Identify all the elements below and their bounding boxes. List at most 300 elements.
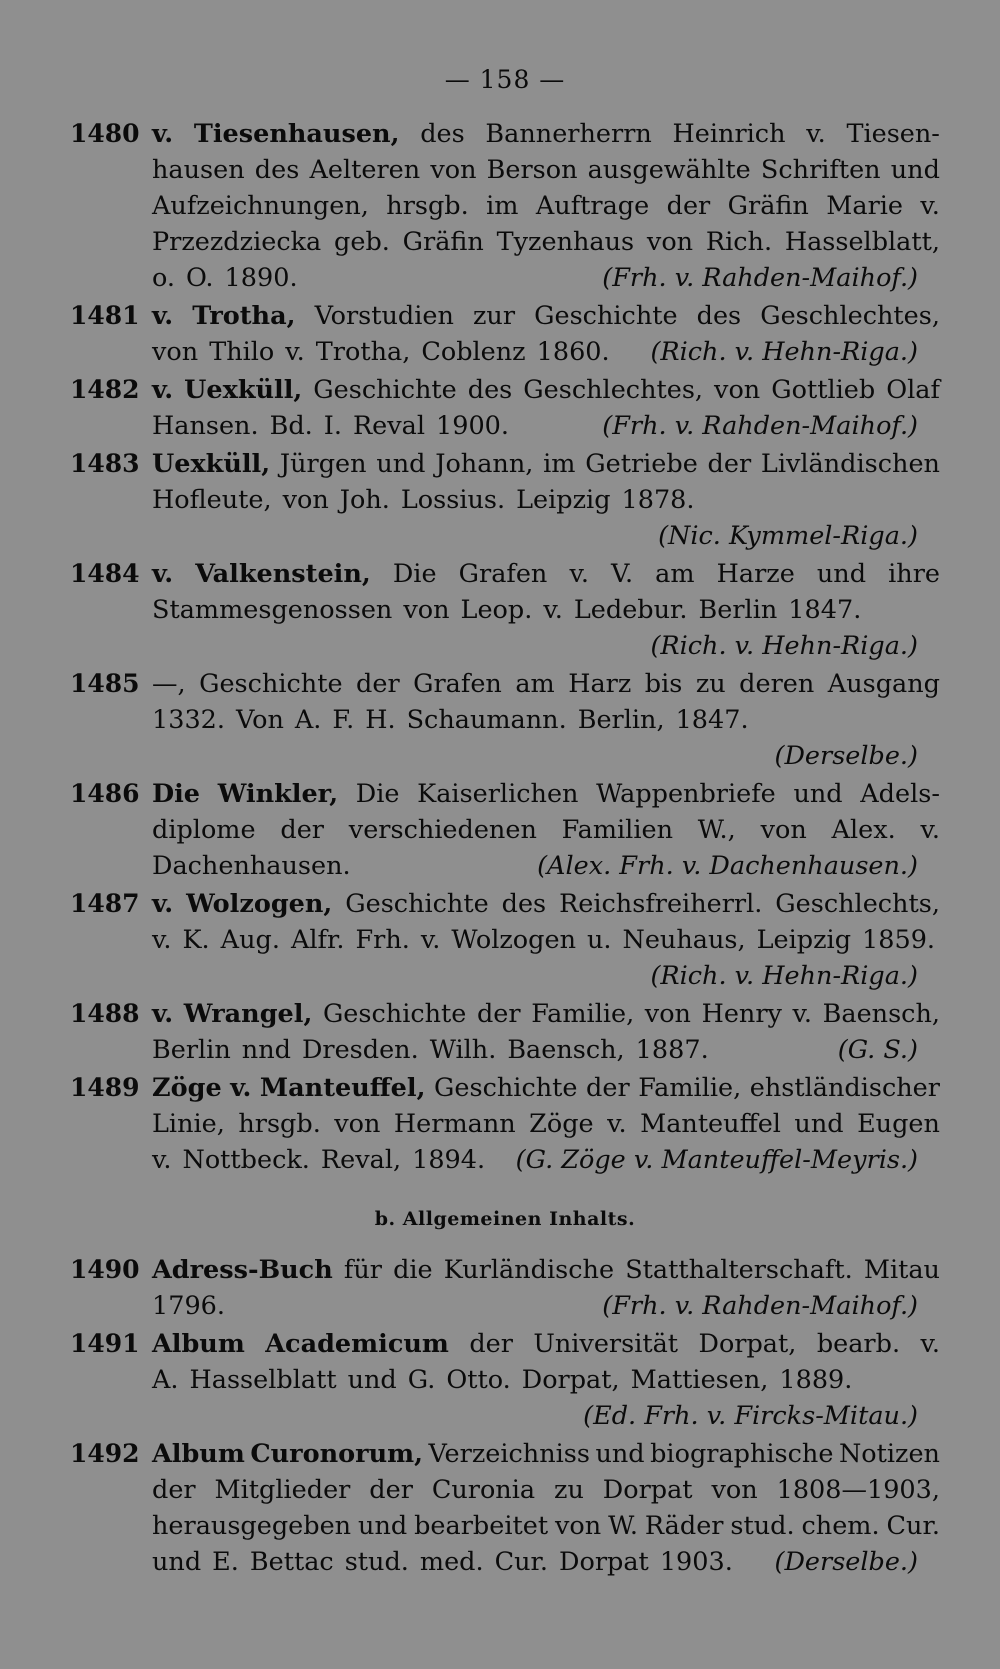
entry-word: zur — [473, 301, 516, 331]
entry-word: Przezdziecka — [152, 227, 322, 257]
entry-word: 1796. — [152, 1291, 226, 1321]
entry-line — [152, 1070, 940, 1106]
entry-word: Stammesgenossen — [152, 595, 393, 625]
entry-heading-word: Wolzogen, — [186, 889, 333, 919]
entry-word: Bd. — [269, 411, 313, 441]
entry-word: 1847. — [788, 595, 862, 625]
entry-line — [152, 1362, 940, 1398]
entry-word: Gräfin — [402, 227, 484, 257]
entry-word: bearb. — [816, 1329, 901, 1359]
entry-word: Universität — [533, 1329, 679, 1359]
entry-word: v. — [920, 191, 940, 221]
entry-word: Geschichte — [534, 301, 678, 331]
entry-line — [152, 1544, 940, 1580]
provenance: (Rich. v. Hehn-Riga.) — [650, 337, 918, 367]
entry-word: verschiedenen — [348, 815, 537, 845]
entry-word: des — [501, 889, 547, 919]
entry-word: Harze — [716, 559, 795, 589]
entry-number: 1483 — [70, 449, 140, 478]
entry-word: 1900. — [436, 411, 510, 441]
entry-heading-word: Adress-Buch — [152, 1255, 333, 1285]
entry-word: —, — [152, 669, 186, 699]
entry-word: Tyzenhaus — [496, 227, 635, 257]
entry-word: Kaiserlichen — [417, 779, 579, 809]
entry-word: Gottlieb — [771, 375, 876, 405]
entry-word: zu — [695, 669, 726, 699]
entry-word: Baensch, — [507, 1035, 625, 1065]
entry-word: Geschichte — [322, 999, 467, 1029]
entry-number: 1485 — [70, 669, 140, 698]
entry-word: Eugen — [857, 1109, 940, 1139]
entry-word: 1894. — [412, 1145, 486, 1175]
provenance: (Nic. Kymmel-Riga.) — [658, 521, 918, 551]
entry-number: 1481 — [70, 301, 140, 330]
entry-line — [152, 1252, 940, 1288]
entry-word: Thilo — [209, 337, 275, 367]
entry-word: I. — [323, 411, 342, 441]
entry-word: Berlin, — [577, 705, 665, 735]
entry-number: 1488 — [70, 999, 140, 1028]
entry-word: herausgegeben — [152, 1511, 352, 1541]
entry-word: Dorpat — [559, 1547, 649, 1577]
entry-word: Tiesen- — [846, 119, 940, 149]
entry-word: für — [343, 1255, 382, 1285]
entry-heading-word: Wrangel, — [183, 999, 313, 1029]
catalog-entry — [70, 1436, 940, 1580]
entry-word: Harz — [568, 669, 632, 699]
entry-word: Hofleute, — [152, 485, 272, 515]
entry-word: Auftrage — [535, 191, 650, 221]
entry-heading-word: v. — [152, 999, 174, 1029]
entry-word: Geschlechts, — [775, 889, 940, 919]
entry-word: stud. — [344, 1547, 409, 1577]
entry-word: deren — [739, 669, 815, 699]
entry-word: Hasselblatt, — [784, 227, 940, 257]
entry-word: geb. — [334, 227, 390, 257]
entry-line — [152, 334, 940, 370]
catalog-entry — [70, 298, 940, 370]
entry-word: Jürgen — [279, 449, 367, 479]
entry-word: Mitau — [863, 1255, 940, 1285]
entry-word: Reval — [352, 411, 425, 441]
entry-word: v. — [806, 119, 826, 149]
entry-word: der — [707, 449, 752, 479]
catalog-entry — [70, 1070, 940, 1178]
entry-word: Wolzogen — [451, 925, 576, 955]
entry-word: des — [420, 119, 465, 149]
entry-line — [152, 886, 940, 922]
entry-word: der — [280, 815, 324, 845]
entry-word: Geschlechtes, — [523, 375, 704, 405]
entry-word: hrsgb. — [386, 191, 469, 221]
entry-word: im — [543, 449, 576, 479]
entry-word: Ausgang — [827, 669, 940, 699]
entry-word: E. — [212, 1547, 239, 1577]
entry-word: Dorpat, — [698, 1329, 797, 1359]
entry-word: Linie, — [152, 1109, 225, 1139]
entry-word: Familien — [561, 815, 673, 845]
provenance: (Derselbe.) — [774, 1547, 918, 1577]
entry-word: Aug. — [220, 925, 280, 955]
entry-word: chem. — [801, 1511, 880, 1541]
entry-word: 1859. — [862, 925, 936, 955]
entry-word: Alfr. — [290, 925, 345, 955]
entry-word: Hermann — [393, 1109, 516, 1139]
entry-word: Hasselblatt — [189, 1365, 337, 1395]
entry-number: 1487 — [70, 889, 140, 918]
entry-word: der — [469, 1329, 513, 1359]
entry-heading-word: Curonorum, — [250, 1439, 423, 1469]
provenance: (Frh. v. Rahden-Maihof.) — [602, 411, 918, 441]
entry-line — [152, 372, 940, 408]
entry-word: von — [282, 485, 329, 515]
entry-word: zu — [554, 1475, 584, 1505]
entry-word: v. — [920, 815, 940, 845]
entry-word: diplome — [152, 815, 256, 845]
entry-word: der — [666, 191, 711, 221]
entry-word: Wappenbriefe — [596, 779, 776, 809]
entry-word: Berlin — [152, 1035, 231, 1065]
entry-word: 1890. — [224, 263, 298, 293]
entry-heading-word: Academicum — [265, 1329, 449, 1359]
entry-word: von — [711, 1475, 758, 1505]
entry-word: K. — [182, 925, 210, 955]
entry-line — [152, 666, 940, 702]
entry-word: Dachenhausen. — [152, 851, 351, 881]
entry-word: hrsgb. — [238, 1109, 321, 1139]
entry-word: Nottbeck. — [182, 1145, 310, 1175]
entry-list-a — [70, 116, 940, 1178]
entry-word: am — [655, 559, 695, 589]
entry-word: und — [595, 1439, 645, 1469]
entry-number: 1486 — [70, 779, 140, 808]
entry-word: Dorpat — [602, 1475, 693, 1505]
entry-line — [152, 592, 940, 628]
entry-word: v. — [792, 999, 813, 1029]
entry-word: Leipzig — [756, 925, 852, 955]
entry-word: Johann, — [435, 449, 534, 479]
entry-word: v. — [285, 337, 305, 367]
entry-word: Mattiesen, — [630, 1365, 769, 1395]
entry-heading-word: v. — [152, 301, 174, 331]
entry-word: Geschichte — [345, 889, 489, 919]
entry-line — [152, 482, 940, 518]
entry-line — [152, 1288, 940, 1324]
entry-word: des — [254, 155, 300, 185]
entry-word: Bettac — [249, 1547, 334, 1577]
entry-word: der — [476, 999, 521, 1029]
entry-word: Schaumann. — [406, 705, 567, 735]
entry-word: und — [347, 1365, 397, 1395]
entry-line — [152, 152, 940, 188]
entry-word: Rich. — [705, 227, 773, 257]
entry-word: Dorpat, — [521, 1365, 620, 1395]
entry-word: Alex. — [831, 815, 896, 845]
entry-word: ausgewählte — [587, 155, 751, 185]
entry-line — [152, 408, 940, 444]
entry-word: v. — [152, 1145, 172, 1175]
entry-word: und — [793, 779, 843, 809]
entry-word: von — [714, 375, 761, 405]
entry-word: die — [393, 1255, 433, 1285]
entry-word: Zöge — [529, 1109, 594, 1139]
entry-word: bis — [644, 669, 683, 699]
entry-word: Familie, — [638, 1073, 742, 1103]
entry-word: Statthalterschaft. — [625, 1255, 853, 1285]
entry-heading-word: Tiesenhausen, — [193, 119, 400, 149]
entry-word: Neuhaus, — [622, 925, 746, 955]
entry-line — [152, 298, 940, 334]
provenance: (Rich. v. Hehn-Riga.) — [650, 961, 918, 991]
entry-number: 1484 — [70, 559, 140, 588]
entry-word: und — [376, 449, 426, 479]
entry-word: Von — [236, 705, 284, 735]
entry-word: Joh. — [339, 485, 390, 515]
entry-word: Aufzeichnungen, — [152, 191, 369, 221]
entry-heading-word: Winkler, — [217, 779, 339, 809]
entry-word: Grafen — [413, 669, 502, 699]
catalog-entry — [70, 996, 940, 1068]
entry-word: 1332. — [152, 705, 226, 735]
entry-word: nnd — [241, 1035, 291, 1065]
entry-word: V. — [611, 559, 634, 589]
entry-word: Gräfin — [727, 191, 809, 221]
entry-word: Verzeichniss — [428, 1439, 590, 1469]
entry-word: Notizen — [838, 1439, 940, 1469]
entry-heading-word: Die — [152, 779, 201, 809]
entry-word: Heinrich — [672, 119, 786, 149]
entry-word: im — [486, 191, 519, 221]
entry-heading-word: Manteuffel, — [259, 1073, 426, 1103]
entry-word: 1889. — [779, 1365, 853, 1395]
entry-word: A. — [294, 705, 322, 735]
entry-word: Familie, — [531, 999, 635, 1029]
entry-word: Kurländische — [443, 1255, 615, 1285]
entry-word: 1903. — [659, 1547, 733, 1577]
entry-word: u. — [587, 925, 612, 955]
entry-word: Adels- — [860, 779, 940, 809]
entry-line — [152, 996, 940, 1032]
provenance: (Ed. Frh. v. Fircks-Mitau.) — [583, 1401, 918, 1431]
entry-word: Cur. — [494, 1547, 549, 1577]
entry-word: bearbeitet — [414, 1511, 549, 1541]
entry-line — [152, 1032, 940, 1068]
entry-word: Wilh. — [429, 1035, 497, 1065]
entry-line — [152, 116, 940, 152]
entry-word: von — [644, 999, 691, 1029]
entry-word: ehstländischer — [749, 1073, 940, 1103]
entry-word: 1860. — [536, 337, 610, 367]
entry-line — [152, 1106, 940, 1142]
entry-word: 1887. — [635, 1035, 709, 1065]
entry-word: 1808—1903, — [776, 1475, 940, 1505]
entry-number: 1480 — [70, 119, 140, 148]
entry-word: med. — [419, 1547, 484, 1577]
catalog-entry — [70, 776, 940, 884]
entry-heading-word: Uexküll, — [184, 375, 303, 405]
entry-word: von — [646, 227, 694, 257]
catalog-entry — [70, 446, 940, 554]
entry-word: Curonia — [431, 1475, 536, 1505]
entry-heading-word: Album — [152, 1439, 245, 1469]
entry-word: Die — [392, 559, 437, 589]
entry-word: Reval, — [320, 1145, 402, 1175]
entry-word: Trotha, — [315, 337, 411, 367]
entry-line — [152, 848, 940, 884]
entry-heading-word: v. — [152, 375, 174, 405]
entry-heading-word: v. — [152, 559, 174, 589]
entry-word: Frh. — [355, 925, 410, 955]
entry-heading-word: Album — [152, 1329, 245, 1359]
entry-word: H. — [365, 705, 396, 735]
entry-word: biographische — [650, 1439, 834, 1469]
entry-word: von — [403, 595, 450, 625]
entry-word: von — [760, 815, 807, 845]
entry-word: Manteuffel — [640, 1109, 781, 1139]
entry-word: von — [430, 155, 477, 185]
entry-word: von — [152, 337, 199, 367]
entry-word: der — [152, 1475, 196, 1505]
catalog-entry — [70, 116, 940, 296]
provenance: (Derselbe.) — [774, 741, 918, 771]
entry-word: Livländischen — [760, 449, 940, 479]
entry-number: 1489 — [70, 1073, 140, 1102]
entry-line — [152, 922, 940, 958]
entry-word: v. — [543, 595, 563, 625]
entry-number: 1492 — [70, 1439, 140, 1468]
entry-word: 1878. — [621, 485, 695, 515]
entry-number: 1491 — [70, 1329, 140, 1358]
entry-word: Die — [355, 779, 400, 809]
entry-word: 1847. — [675, 705, 749, 735]
entry-word: Leipzig — [516, 485, 611, 515]
section-heading: b. Allgemeinen Inhalts. — [374, 1208, 636, 1230]
entry-word: Berlin — [698, 595, 778, 625]
catalog-entry — [70, 556, 940, 664]
page-number: — 158 — — [444, 65, 566, 94]
catalog-entry — [70, 372, 940, 444]
entry-word: Geschichte — [434, 1073, 578, 1103]
entry-word: hausen — [152, 155, 245, 185]
entry-line — [152, 188, 940, 224]
entry-word: Baensch, — [822, 999, 940, 1029]
entry-word: Grafen — [458, 559, 548, 589]
entry-word: o. — [152, 263, 176, 293]
entry-word: Geschichte — [313, 375, 457, 405]
entry-word: Räder — [644, 1511, 724, 1541]
entry-line — [152, 1326, 940, 1362]
entry-word: Geschlechtes, — [760, 301, 940, 331]
entry-word: stud. — [730, 1511, 795, 1541]
entry-word: Geschichte — [199, 669, 343, 699]
entry-word: von — [555, 1511, 602, 1541]
provenance: (G. S.) — [837, 1035, 918, 1065]
entry-word: v. — [920, 1329, 940, 1359]
entry-word: Cur. — [886, 1511, 940, 1541]
entry-word: am — [515, 669, 555, 699]
entry-line — [152, 224, 940, 260]
entry-heading-word: v. — [230, 1073, 252, 1103]
entry-word: Vorstudien — [314, 301, 454, 331]
entry-word: Hansen. — [152, 411, 259, 441]
entry-word: Marie — [826, 191, 904, 221]
entry-word: ihre — [888, 559, 940, 589]
entry-word: W., — [697, 815, 736, 845]
entry-word: Berson — [486, 155, 578, 185]
provenance: (Frh. v. Rahden-Maihof.) — [602, 1291, 918, 1321]
entry-word: Reichsfreiherrl. — [559, 889, 763, 919]
entry-line — [152, 776, 940, 812]
provenance: (Alex. Frh. v. Dachenhausen.) — [537, 851, 918, 881]
provenance: (G. Zöge v. Manteuffel-Meyris.) — [515, 1145, 918, 1175]
entry-line — [152, 702, 940, 738]
entry-line — [152, 260, 940, 296]
entry-number: 1482 — [70, 375, 140, 404]
entry-word: G. — [407, 1365, 436, 1395]
catalog-entry — [70, 886, 940, 994]
entry-word: und — [152, 1547, 202, 1577]
entry-word: v. — [152, 925, 172, 955]
entry-word: des — [696, 301, 742, 331]
entry-number: 1490 — [70, 1255, 140, 1284]
entry-word: Henry — [701, 999, 782, 1029]
entry-line — [152, 812, 940, 848]
entry-line — [152, 1472, 940, 1508]
entry-word: O. — [186, 263, 214, 293]
catalog-entry — [70, 666, 940, 774]
entry-word: Lossius. — [400, 485, 506, 515]
entry-word: Coblenz — [421, 337, 526, 367]
entry-word: der — [369, 1475, 413, 1505]
entry-word: Bannerherrn — [485, 119, 652, 149]
entry-word: A. — [152, 1365, 179, 1395]
entry-heading-word: v. — [152, 119, 174, 149]
entry-word: des — [467, 375, 513, 405]
entry-word: Mitglieder — [214, 1475, 351, 1505]
catalog-entry — [70, 1326, 940, 1434]
entry-word: W. — [608, 1511, 638, 1541]
entry-word: und — [794, 1109, 844, 1139]
entry-word: Otto. — [446, 1365, 511, 1395]
entry-word: Leop. — [460, 595, 533, 625]
entry-line — [152, 1436, 940, 1472]
entry-word: v. — [420, 925, 441, 955]
provenance: (Rich. v. Hehn-Riga.) — [650, 631, 918, 661]
entry-word: der — [586, 1073, 630, 1103]
entry-word: Dresden. — [301, 1035, 419, 1065]
entry-heading-word: Trotha, — [192, 301, 296, 331]
entry-heading-word: Valkenstein, — [195, 559, 371, 589]
entry-heading-word: Zöge — [152, 1073, 222, 1103]
entry-word: v. — [607, 1109, 627, 1139]
entry-word: Getriebe — [585, 449, 698, 479]
entry-word: Olaf — [886, 375, 940, 405]
entry-word: und — [816, 559, 867, 589]
entry-line — [152, 446, 940, 482]
entry-list-b — [70, 1252, 940, 1580]
entry-line — [152, 1508, 940, 1544]
provenance: (Frh. v. Rahden-Maihof.) — [602, 263, 918, 293]
entry-word: von — [334, 1109, 381, 1139]
entry-heading-word: v. — [152, 889, 174, 919]
entry-heading-word: Uexküll, — [152, 449, 271, 479]
entry-word: Schriften — [760, 155, 881, 185]
entry-word: und — [890, 155, 940, 185]
entry-line — [152, 556, 940, 592]
entry-word: und — [358, 1511, 408, 1541]
entry-word: v. — [569, 559, 589, 589]
entry-word: Ledebur. — [573, 595, 688, 625]
